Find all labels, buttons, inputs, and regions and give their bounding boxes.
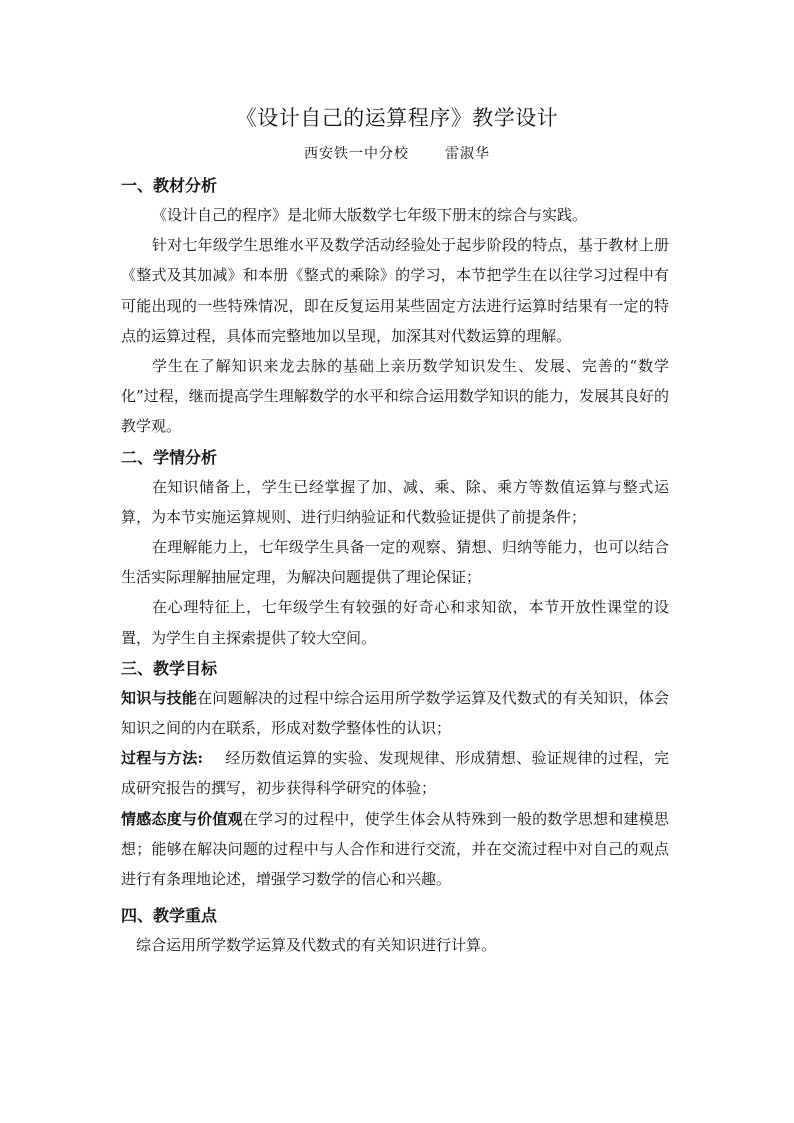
goal-process [121,743,669,803]
section-heading: 四、教学重点 [121,906,218,926]
paragraph: 综合运用所学数学运算及代数式的有关知识进行计算。 [136,936,497,955]
author-line [0,144,794,164]
goal-text: 在学习的过程中，使学生体会从特殊到一般的数学思想和建模思想；能够在解决问题的过程中与人合作和进行交流，并在交流过程中对自己的观点进行有条理地论述，增强学习数学的信心和兴趣。 [121,809,669,889]
section-heading: 一、教材分析 [121,176,218,195]
section-textbook-analysis [121,172,669,442]
section-heading: 三、教学目标 [121,658,218,678]
goal-label: 知识与技能 [121,688,198,707]
section-teaching-focus [121,902,669,960]
document-title: 《设计自己的运算程序》教学设计 [235,106,559,130]
paragraph: 《设计自己的程序》是北师大版数学七年级下册末的综合与实践。 [152,206,588,224]
goal-label: 过程与方法: [121,749,204,768]
paragraph: 学生在了解知识来龙去脉的基础上亲历数学知识发生、发展、完善的“数学化”过程，继而提高学生理解数学的水平和综合运用数学知识的能力，发展其良好的教学观。 [121,357,669,436]
goal-label: 情感态度与价值观 [121,809,243,828]
goal-text: 经历数值运算的实验、发现规律、形成猜想、验证规律的过程，完成研究报告的撰写，初步获得科学研究的体验； [121,749,669,798]
author-school: 西安铁一中分校 [304,146,409,162]
paragraph: 在理解能力上，七年级学生具备一定的观察、猜想、归纳等能力，也可以结合生活实际理解抽屉定理，为解决问题提供了理论保证； [121,538,669,587]
section-student-analysis [121,444,669,653]
goal-knowledge [121,683,669,743]
document-body [121,172,669,960]
paragraph: 在知识储备上，学生已经掌握了加、减、乘、除、乘方等数值运算与整式运算，为本节实施运算规则、进行归纳验证和代数验证提供了前提条件； [121,477,669,526]
author-name: 雷淑华 [445,146,490,162]
paragraph: 针对七年级学生思维水平及数学活动经验处于起步阶段的特点，基于教材上册《整式及其加减》和本册《整式的乘除》的学习，本节把学生在以往学习过程中有可能出现的一些特殊情况，即在反复运用某些固定方法进行运算时结果有一定的特点的运算过程，具体而完整地加以呈现，加深其对代数运算的理解。 [121,236,669,345]
paragraph: 在心理特征上，七年级学生有较强的好奇心和求知欲，本节开放性课堂的设置，为学生自主探索提供了较大空间。 [121,598,669,647]
section-teaching-goals [121,655,669,894]
goal-emotion [121,804,669,895]
section-heading: 二、学情分析 [121,447,218,467]
goal-text: 在问题解决的过程中综合运用所学数学运算及代数式的有关知识，体会知识之间的内在联系，形成对数学整体性的认识； [121,688,669,738]
